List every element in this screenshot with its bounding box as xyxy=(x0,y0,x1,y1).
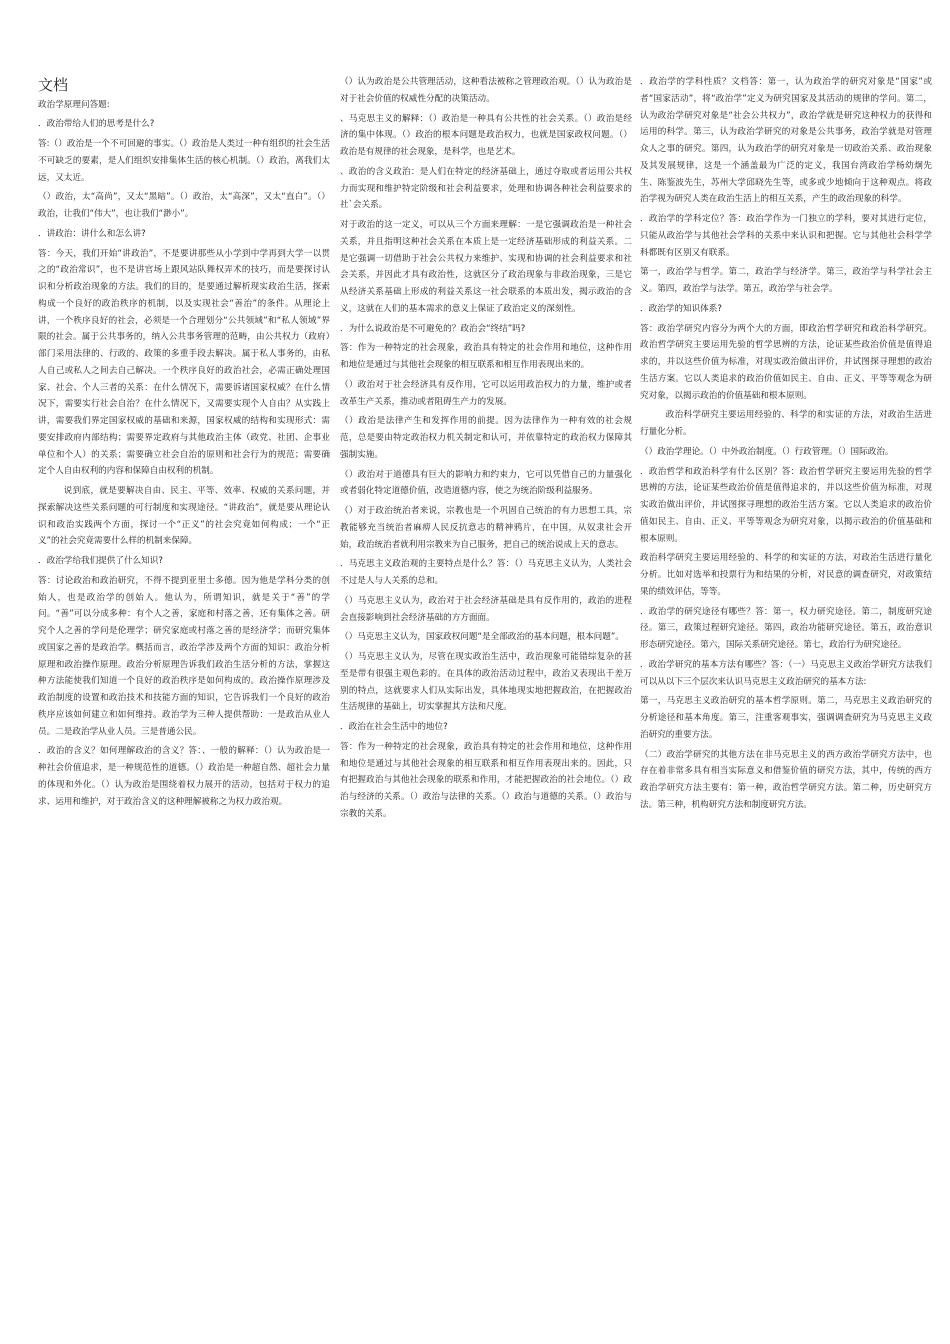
answer: 答：作为一种特定的社会现象，政治具有特定的社会作用和地位，这种作用和地位是通过与其他社会现象的相互联系和相互作用表现出来的。因此，只有把握政治与其他社会现象的联系和作用，才能把握政治的社会地位。（）政治与经济的关系。（）政治与法律的关系。（）政治与道德的关系。（）政治与宗教的关系。 xyxy=(340,741,632,819)
answer: （二）政治学研究的其他方法在非马克思主义的西方政治学研究方法中，也存在着非常多具有相当实际意义和借鉴价值的研究方法，其中，传统的西方政治学研究方法主要有：第一种，政治哲学研究方法。第二种，历史研究方法。第三种，机构研究方法和制度研究方法。 xyxy=(640,749,932,810)
question-answer: ．政治学研究的基本方法有哪些？答：（一）马克思主义政治学研究方法我们可以从以下三个层次来认识马克思主义政治研究的基本方法: xyxy=(640,659,932,687)
answer: （）政治学理论。（）中外政治制度。（）行政管理。（）国际政治。 xyxy=(640,446,894,457)
answer: 政治科学研究主要运用经验的、科学的和实证的方法，对政治生活进行量化分析。比如对选举和投票行为和结果的分析，对民意的调查研究，对政策结果的绩效评估，等等。 xyxy=(640,553,932,597)
question: ．政治在社会生活中的地位? xyxy=(340,722,448,732)
question: ．政治学给我们提供了什么知识? xyxy=(38,556,163,566)
answer: 第一，马克思主义政治研究的基本哲学原则。第二，马克思主义政治研究的分析途径和基本角度。第三，注重客观事实，强调调查研究为马克思主义政治研究的重要方法。 xyxy=(640,696,932,740)
question-answer: ．政治的含义？如何理解政治的含义？答：、一般的解释：（）认为政治是一种社会价值追求，是一种规范性的道德。（）政治是一种超自然、超社会力量的体现和外化。（）认为政治是围绕着权力展开的活动，包括对于权力的追求、运用和维护，对于政治含义的这种理解被称之为权力政治观。 xyxy=(38,746,330,807)
answer: （）政治对于社会经济具有反作用，它可以运用政治权力的力量，维护或者改革生产关系，推动或者阻碍生产力的发展。 xyxy=(340,379,632,407)
answer: 答:（）政治是一个不可回避的事实。（）政治是人类过一种有组织的社会生活不可缺乏的要素，是人们组织安排集体生活的核心机制。（）政治，离我们太远，又太近。 xyxy=(38,139,330,183)
question: ．政治学的知识体系? xyxy=(640,303,722,314)
answer: 答：政治学研究内容分为两个大的方面，即政治哲学研究和政治科学研究。政治哲学研究主要运用先验的哲学思辨的方法，论证某些政治价值是值得追求的，并以这些价值为标准，对现实政治做出评价，并试图探寻理想的政治生活方案。它以人类追求的政治价值如民主、自由、正义、平等等观念为研究对象，以揭示政治的价值基础和根本原则。 xyxy=(640,323,932,401)
doc-label: 文档 xyxy=(38,76,69,94)
answer: 说到底，就是要解决自由、民主、平等、效率、权威的关系问题，并探索解决这些关系问题的可行制度和实现途径。“讲政治”，就是要从理论认识和政治实践两个方面，探讨一个“正义”的社会究竟如何构成；一个“正义”的社会究竟需要什么样的机制来保障。 xyxy=(38,486,330,547)
question-answer: ．马克思主义政治观的主要特点是什么？答：（）马克思主义认为，人类社会不过是人与人关系的总和。 xyxy=(340,559,632,586)
answer: （）政治，太“高尚”，又太“黑暗”。（）政治，太“高深”，又太“直白”。（）政治，让我们“伟大”，也让我们“渺小”。 xyxy=(38,192,330,219)
answer: 、马克思主义的解释：（）政治是一种具有公共性的社会关系。（）政治是经济的集中体现。（）政治的根本问题是政治权力，也就是国家政权问题。（）政治是有规律的社会现象，是科学，也是艺术。 xyxy=(340,113,632,157)
answer: （）认为政治是公共管理活动，这种看法被称之管理政治观。（）认为政治是对于社会价值的权威性分配的决策活动。 xyxy=(340,77,632,104)
answer: 答：今天，我们开始“讲政治”，不是要讲那些从小学到中学再到大学一以贯之的“政治常识”，也不是讲官场上跟风站队舞权弄术的技巧，而是要探讨认识和分析政治现象的方法。我们的目的，是要通过解析现实政治生活，探索构成一个良好的政治秩序的机制，以及实现社会“善治”的条件。从理论上讲，一个秩序良好的社会，必须是一个合理划分“公共领域”和“私人领域”界限的社会。属于公共事务的，纳入公共事务管理的范畴，由公共权力（政府）部门采用法律的、行政的、政策的多重手段去解决。属于私人事务的，由私人自己或私人之间去自己解决。一个秩序良好的政治社会，必需正确处理国家、社会、个人三者的关系：在什么情况下，需要诉诸国家权威？在什么情况下，需要实行社会自治？在什么情况下，又需要实现个人自由？从实践上讲，需要我们界定国家权威的基础和来源，国家权威的结构和实现形式：需要安排政府内部结构；需要界定政府与其他政治主体（政党、社团、企事业单位和个人）的关系；需要确立社会自治的原则和社会行为的规范；需要确定个人自由权利的内容和保障自由权利的机制。 xyxy=(38,248,330,477)
column-3 xyxy=(640,74,932,817)
answer: （）对于政治统治者来说，宗教也是一个巩固自己统治的有力思想工具，宗教能够充当统治者麻痹人民反抗意志的精神鸦片，在中国，从奴隶社会开始，政治统治者就利用宗教来为自己服务，把自己的统治说成上天的意志。 xyxy=(340,506,632,550)
question-answer: ．政治学的研究途径有哪些？答：第一，权力研究途径。第二，制度研究途径。第三，政策过程研究途径。第四，政治功能研究途径。第五，政治意识形态研究途径。第六，国际关系研究途径。第七，政治行为研究途径。 xyxy=(640,606,932,650)
question: ．为什么说政治是不可避免的？政治会“终结”吗? xyxy=(340,323,526,334)
column-1 xyxy=(38,74,330,813)
question: ．讲政治：讲什么和怎么讲? xyxy=(38,228,146,239)
column-2 xyxy=(340,74,632,826)
question-answer: ．政治学的学科定位？答：政治学作为一门独立的学科，要对其进行定位，只能从政治学与其他社会学科的关系中来认识和把握。它与其他社会科学学科都既有区别又有联系。 xyxy=(640,214,932,258)
answer: 答：作为一种特定的社会现象，政治具有特定的社会作用和地位，这种作用和地位是通过与其他社会现象的相互联系和相互作用表现出来的。 xyxy=(340,343,632,370)
intro-heading: 政治学原理问答题: xyxy=(38,99,110,110)
answer: （）马克思主义认为，政治对于社会经济基础是具有反作用的，政治的进程会直接影响到社会经济基础的方方面面。 xyxy=(340,595,632,623)
answer: （）马克思主义认为，尽管在现实政治生活中，政治现象可能错综复杂的甚至是带有很强主观色彩的。在具体的政治活动过程中，政治又表现出千差万别的特点，这就要求人们从实际出发，具体地现实地把握政治，在把握政治生活规律的基础上，切实掌握其方法和尺度。 xyxy=(340,652,632,713)
answer: 政治科学研究主要运用经验的、科学的和实证的方法，对政治生活进行量化分析。 xyxy=(640,410,932,437)
answer: （）政治是法律产生和发挥作用的前提。因为法律作为一种有效的社会规范，总是要由特定政治权力机关制定和认可，并依靠特定的政治权力保障其强制实施。 xyxy=(340,416,632,460)
answer: 、政治的含义政治：是人们在特定的经济基础上，通过夺取或者运用公共权力而实现和维护特定阶级和社会利益要求，处理和协调各种社会利益要求的社`会关系。 xyxy=(340,166,632,211)
question-answer: ．政治学的学科性质？文档答：第一，认为政治学的研究对象是“国家”或者“国家活动”，将“政治学”定义为研究国家及其活动的规律的学问。第二，认为政治学研究对象是“社会公共权力”，政治学就是研究这种权力的获得和运用的科学。第三，认为政治学研究的对象是公共事务，政治学就是对管理众人之事的研究。第四，认为政治学的研究对象是一切政治关系、政治现象及其发展规律，这是一个涵盖最为广泛的定义，我国台湾政治学杨幼炯先生、陈鉴波先生，苏州大学邱晓先生等，或多或少地倾向于这种观点。将政治学视为研究人类在政治生活上的相互关系，产生的政治现象的科学。 xyxy=(640,77,932,205)
answer: （）马克思主义认为，国家政权问题“是全部政治的基本问题，根本问题”。 xyxy=(340,632,624,643)
question: ．政治带给人们的思考是什么? xyxy=(38,119,155,130)
answer: （）政治对于道德具有巨大的影响力和约束力，它可以凭借自己的力量强化或者弱化特定道德价值，改造道德内容，使之为统治阶级利益服务。 xyxy=(340,469,632,497)
answer: 对于政治的这一定义，可以从三个方面来理解：一是它强调政治是一种社会关系，并且指明这种社会关系在本质上是一定经济基础形成的利益关系。二是它强调一切借助于社会公共权力来维护、实现和协调的社会利益要求和社会关系，并因此才具有政治性，这就区分了政治现象与非政治现象，三是它从经济关系基础上形成的利益关系这一社会联系的本质出发，揭示政治的含义，这就在人们的基本需求的意义上保证了政治定义的深刻性。 xyxy=(340,220,632,314)
question-answer: ．政治哲学和政治科学有什么区别？答：政治哲学研究主要运用先验的哲学思辨的方法，论证某些政治价值是值得追求的，并以这些价值为标准，对现实政治做出评价，并试图探寻理想的政治生活方案。它以人类追求的政治价值如民主、自由、正义、平等等观念为研究对象，以揭示政治的价值基础和根本原则。 xyxy=(640,466,932,544)
answer: 答：讨论政治和政治研究，不得不提到亚里士多德。因为他是学科分类的创始人，也是政治学的创始人。他认为，所谓知识，就是关于“善”的学问。“善”可以分成多种：有个人之善，家庭和村落之善，还有集体之善。研究个人之善的学问是伦理学；研究家庭或村落之善的是经济学；而研究集体或国家之善的是政治学。概括而言，政治学涉及两个方面的知识：政治分析原理和政治操作原理。政治分析原理告诉我们政治生活分析的方法，掌握这种方法能使我们知道一个良好的政治秩序是如何构成的。政治操作原理涉及政治制度的设置和政治技术和技能方面的知识，它告诉我们一个良好的政治秩序应该如何建立和如何维持。政治学为三种人提供帮助：一是政治从业人员。二是政治学从业人员。三是普通公民。 xyxy=(38,575,330,737)
answer: 第一，政治学与哲学。第二，政治学与经济学。第三，政治学与科学社会主义。第四，政治学与法学。第五，政治学与社会学。 xyxy=(640,267,932,294)
